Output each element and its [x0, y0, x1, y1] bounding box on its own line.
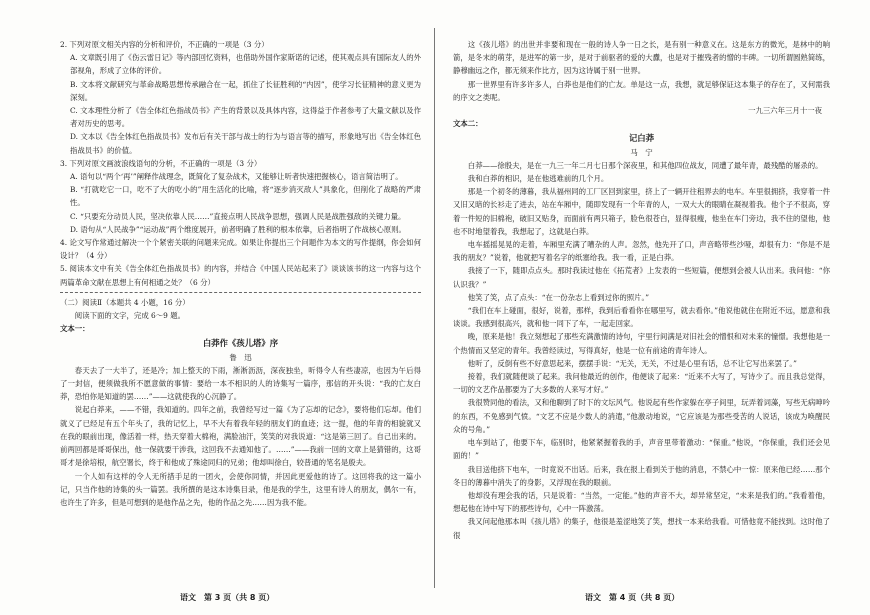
text-1-paragraph: 这《孩儿塔》的出世并非要和现在一般的诗人争一日之长，是有别一种意义在。这是东方的微光，是林中的响箭，是冬末的萌芽，是进军的第一步，是对于前驱者的爱的大纛，也是对于摧残者的憎的丰碑。一切所谓圆熟简练，静穆幽远之作，都无须来作比方，因为这诗属于别一世界。 [453, 40, 830, 76]
text-2-paragraph: 他笑了笑，点了点头：“在一份杂志上看到过你的照片。” [467, 292, 650, 302]
text-2-author: 马 宁 [630, 147, 653, 157]
page-4 [435, 0, 870, 615]
text-2-paragraph: 那是一个初冬的薄暮，我从福州同的工厂区回到家里，挤上了一辆开往租界去的电车。车里很拥挤，我穿着一件又旧又暗的长衫走了进去，站在车厢中，随即发现有一个年青的人，一双大大的眼睛在凝视着我。他个子不很高，穿着一件短的旧棉袍，破旧又贴身，而面前有两只箱子，脸色很苍白，显得很瘦，他坐在车门旁边，我不住的望他，他也不时地望着我，我想起了，这就是白莽。 [453, 187, 830, 236]
question-3-stem: 3. 下列对原文画波浪线语句的分析，不正确的一项是（3 分） [60, 158, 262, 168]
text-2-paragraph: 我又问起他那本叫《孩儿塔》的集子，他很是羞涩地笑了笑，想找一本来给我看。可惜他竟不能找到。这时他了很 [453, 517, 830, 540]
text-2-paragraph: 他却没有理会我的话，只是说着：“当然，一定能。”他的声音不大，却异常坚定，“未来是我们的。”我看着他，想起他在诗中写下的那些诗句，心中一阵激荡。 [453, 490, 830, 514]
text-1-title: 白莽作《孩儿塔》序 [202, 338, 279, 349]
text-2-paragraph: 白莽——徐殷夫，是在一九三一年二月七日那个深夜里，和其他四位战友，同遭了最年青，最残酷的屠杀的。 [467, 160, 823, 170]
text-2-paragraph: 我目送他挤下电车，一时竟说不出话。后来，我在报上看到关于他的消息，不禁心中一惊：原来他已经……那个冬日的薄暮中消失了的身影，又浮现在我的眼前。 [453, 464, 830, 487]
text-1-paragraph: 一个人如有这样的令人无所措手足的一团火，会使你同情，并因此更爱他的诗了。这回将我的这一篇小记，只当作他的诗集的头一篇罢。我所撰的是这本诗集目录，他是我的学生，这里有诗人的朋友，偶尔一有，也许生了许多，但是可想到的是他作品之先，他的作品之先……因为我不能。 [60, 471, 421, 507]
question-3-option-b: B. “打就吃它一口，吃不了大的吃小的”用生活化的比喻，将“逐步消灭敌人”具象化，但削化了战略的严肃性。 [70, 185, 421, 208]
question-3-option-c: C. “只要充分动员人民，坚决依靠人民……”直接点明人民战争思想，强调人民是战胜强敌的关键力量。 [70, 211, 406, 221]
text-1-date: 一九三六年三月十一夜 [748, 106, 822, 116]
section-2-heading: （二）阅读Ⅱ（本题共 4 小题，16 分） [60, 297, 190, 307]
text-2-paragraph: 我和白莽的相识，是在他逃难前的几个月。 [467, 174, 609, 184]
question-4: 4. 论文写作常通过解决一个个紧密关联的问题来完成。如果让你提出三个问题作为本文的写作提纲，你会如何设计？（4 分） [60, 238, 421, 261]
text-2-paragraph: “我们在车上碰面，很好，说着，那样，我到后看看你在哪里写，就去看你。”他说他就住在附近不远，愿意和我谈谈。我感到很高兴，就和他一同下了车，一起走回家。 [453, 306, 830, 329]
section-divider [60, 292, 421, 293]
text-2-paragraph: 我接了一下，随即点点头。那时我读过他在《拓荒者》上发表的一些短篇，便想到会被人认出来。我问他：“你认识我？” [453, 266, 830, 289]
question-2-stem: 2. 下列对原文相关内容的分析和评价，不正确的一项是（3 分） [60, 40, 269, 49]
question-2-option-a: A. 文章既引用了《伤云雷日记》等内部回忆资料，也借助外国作家斯诺的记述，使其观点具有国际友人的外部视角，形成了立体的评价。 [70, 53, 421, 76]
text-1-paragraph: 说起白莽来，——不错，我知道的。四年之前，我曾经写过一篇《为了忘却的记念》，要将他们忘却。他们就义了已经足有五个年头了，我的记忆上，早不大有着我年轻的朋友们的血迹；这一提，他的年青的相貌就又在我的眼前出现，像活着一样，热天穿着大棉袍，满脸油汗，笑笑的对我说道：“这是第三回了。自己出来的。前两回都是哥哥保出，他一保就要干涉我，这回我不去通知他了。……”——我前一回的文章上是猜错的，这哥哥才是徐培根，航空署长，终于和他成了殊途同归的兄弟；他却叫徐白，较普通的笔名是殷夫。 [60, 405, 421, 468]
text-2-paragraph: 接着，我们就随便谈了起来。我问他最近的创作，他便谈了起来：“近来不大写了，写诗少了。而且我总觉得，一切的文艺作品都要为了大多数的人来写才好。” [453, 372, 830, 395]
text-2-paragraph: 他听了，反倒有些不好意思起来，摆摆手说：“无关，无关，不过是心里有话，总不让它写出来罢了。” [467, 358, 797, 368]
text-2-label: 文本二： [453, 119, 483, 129]
text-2-paragraph: 电车到站了，他要下车，临别时，他紧紧握着我的手，声音里带着激动：“保重。”他说，“你保重，我们还会见面的！” [453, 438, 830, 461]
right-column [453, 38, 830, 542]
question-5: 5. 阅读本文中有关《告全体红色指战员书》的内容，并结合《中国人民站起来了》谈谈该书的这一内容与这个两篇革命文献在思想上有何相通之处？（6 分） [60, 264, 421, 287]
left-column [60, 38, 421, 509]
text-2-paragraph: 电车摇摇晃晃的走着，车厢里充满了嘈杂的人声。忽然，他先开了口，声音略带些沙哑，却很有力：“你是不是我的朋友？”说着，他就把写着名字的纸塞给我。我一看，正是白莽。 [453, 240, 830, 263]
question-3-option-a: A. 语句以“两个‘再’”阐释作战理念，既简化了复杂战术，又能够让听者快速把握核心，语言简洁明了。 [70, 172, 403, 182]
text-1-author: 鲁 迅 [229, 352, 252, 362]
question-2-option-c: C. 文本理性分析了《告全体红色指战员书》产生的背景以及具体内容，这得益于作者参考了大量文献以及作者对历史的思考。 [70, 106, 421, 129]
section-2-instruction: 阅读下面的文字，完成 6～9 题。 [74, 311, 185, 321]
text-2-paragraph: 我很赞同他的看法，又和他聊到了时下的文坛风气。他说起有些作家躲在亭子间里，玩弄着词藻，写些无病呻吟的东西，不免感到气愤。“文艺不应是少数人的消遣，”他激动地说，“它应该是为那些受苦的人说话，该成为唤醒民众的号角。” [453, 398, 830, 434]
text-1-paragraph: 那一世界里有许多许多人，白莽也是他们的亡友。单是这一点，我想，就足够保证这本集子的存在了，又何需我的序文之类呢。 [453, 79, 830, 102]
page-4-footer: 语文 第 4 页（共 8 页） [585, 593, 680, 602]
question-2-option-d: D. 文本以《告全体红色指战员书》发布后有关干部与战士的行为与语言等的描写，形象地写出《告全体红色指战员书》的价值。 [70, 132, 421, 155]
question-3-option-d: D. 语句从“人民战争”“运动战”两个维度展开，前者明确了胜利的根本依靠，后者指明了作战核心原则。 [70, 224, 406, 234]
text-1-paragraph: 春天去了一大半了，还是冷；加上整天的下雨，淅淅沥沥，深夜独坐，听得令人有些凄凉，也因为午后得了一封信，便须做我所不愿意做的事情：要给一本不相识的人的诗集写一篇序，那信的开头说：“我的亡友白莽，恐怕你是知道的罢……”——这就使我的心沉静了。 [60, 365, 421, 402]
page-3-footer: 语文 第 3 页（共 8 页） [180, 593, 275, 602]
text-1-label: 文本一： [60, 324, 90, 334]
question-2-option-b: B. 文本将文献研究与革命战略思想传承融合在一起，抓住了长征胜利的“内因”，使学习长征精神的意义更为深刻。 [70, 79, 421, 102]
text-2-paragraph: 晚，原来是他！我立刻想起了那些充满激情的诗句，宇里行间满是对旧社会的憎恨和对未来的憧憬。我想他是一个热情而又坚定的青年。我曾经读过，写得真好，他是一位有前途的青年诗人。 [453, 332, 830, 355]
text-2-title: 记白莽 [628, 133, 655, 144]
